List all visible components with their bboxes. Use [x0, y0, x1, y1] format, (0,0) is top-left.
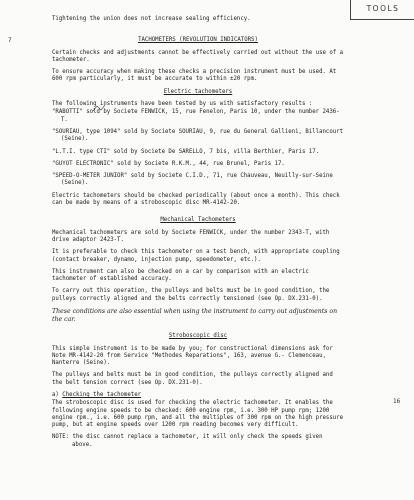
list-item: "SOURIAU, type 1094" sold by Societe SOURIAU, 9, rue du General Gallieni, Billancourt (Seine).	[52, 128, 344, 143]
strobe-sub-label: a)	[52, 391, 59, 398]
list-item: "GUYOT ELECTRONIC" sold by Societe R.K.M., 44, rue Brunel, Paris 17.	[52, 160, 285, 167]
list-item: "RABOTTI" sold by Societe FENWICK, 15, rue Fenelon, Paris 10, under the number 2436-T.	[52, 109, 340, 123]
strobe-p3: The stroboscopic disc is used for checking the electric tachometer. It enables the following engine speeds to be checked: 600 engine rpm, i.e. 300 HP pump rpm; 1200 engine rpm., i.e. 600 pump rpm, and all the multiples of 300 rpm on the high pressure pump, but at engine speeds over 1200 rpm reading becomes very difficult.	[52, 400, 344, 429]
mechanical-p3: This instrument can also be checked on a car by comparison with an electric tachometer of established accuracy.	[52, 268, 309, 283]
heading-stroboscopic: Stroboscopic disc	[168, 333, 228, 340]
strobe-sub-heading: Checking the tachometer	[62, 391, 142, 398]
list-item: "SPEED-O-METER JUNIOR" sold by Societe C.I.D., 71, rue Chauveau, Neuilly-sur-Seine (Seine).	[52, 173, 333, 187]
mechanical-emphasis: These conditions are also essential when using the instrument to carry out adjustments on the car.	[52, 308, 338, 323]
page-number: 16	[393, 398, 401, 405]
paragraph-accuracy: To ensure accuracy when making these checks a precision instrument must be used. At 600 rpm particularly, it must be accurate to within ±20 rpm.	[52, 69, 337, 83]
mechanical-p2: It is preferable to check this tachometer on a test bench, with appropriate coupling (contact breaker, dynamo, injection pump, speedometer, etc.).	[52, 249, 340, 263]
strobe-subheading	[52, 392, 344, 399]
strobe-note: NOTE: the disc cannot replace a tachometer, it will only check the speeds given above.	[52, 434, 323, 448]
heading-electric: Electric tachometers	[163, 88, 233, 95]
paragraph-checks: Certain checks and adjustments cannot be effectively carried out without the use of a tachometer.	[52, 49, 344, 63]
mechanical-p1: Mechanical tachometers are sold by Societe FENWICK, under the number 2343-T, with drive adaptor 2423-T.	[52, 229, 330, 243]
strobe-p2: The pulleys and belts must be in good condition, the pulleys correctly aligned and the belt tension correct (see Op. DX.231-0).	[52, 372, 333, 386]
heading-mechanical: Mechanical Tachometers	[160, 217, 236, 224]
intro-line: Tightening the union does not increase sealing efficiency.	[52, 16, 251, 22]
tab-label: TOOLS	[366, 4, 400, 13]
instrument-list	[52, 109, 344, 187]
section-tab	[350, 0, 414, 20]
electric-check-note: Electric tachometers should be checked periodically (about once a month). This check can be made by means of a stroboscopic disc MR-4142-20.	[52, 192, 340, 207]
document-body	[52, 16, 344, 454]
mechanical-p4: To carry out this operation, the pulleys and belts must be in good condition, the pulleys correctly aligned and the belts correctly tensioned (see Op. DX.231-0).	[52, 288, 330, 302]
list-item: "L.T.I. type CTI" sold by Societe De SARELLO, 7 bis, villa Berthier, Paris 17.	[52, 148, 320, 155]
electric-intro: The following instruments have been tested by us with satisfactory results :	[52, 101, 313, 108]
section-number: 7	[8, 37, 12, 44]
strobe-p1: This simple instrument is to be made by you; for constructional dimensions ask for Note MR-4142-20 from Service "Methodes Reparations", 163, avenue G.- Clemenceau, Nanterre (Seine).	[52, 345, 333, 367]
section-title: TACHOMETERS (REVOLUTION INDICATORS)	[138, 37, 258, 44]
